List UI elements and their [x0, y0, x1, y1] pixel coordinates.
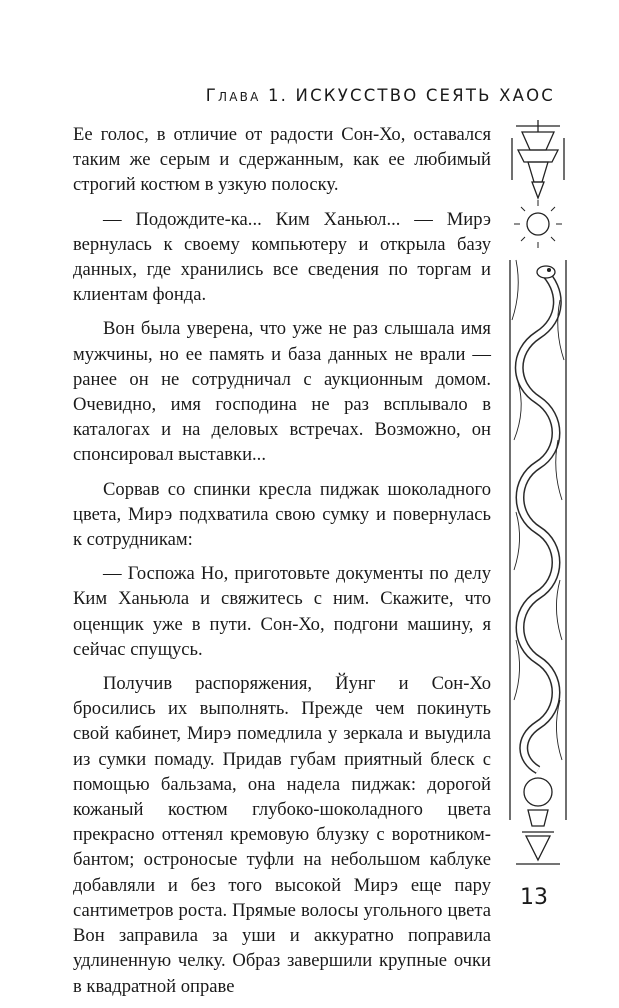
page-number: 13	[520, 885, 548, 910]
paragraph: — Подождите-ка... Ким Ханьюл... — Мирэ вернулась к своему компьютеру и открыла базу данных, где хранились все сведения по торгам и клиентам фонда.	[73, 208, 491, 306]
body-text	[73, 122, 491, 1008]
paragraph: Сорвав со спинки кресла пиджак шоколадного цвета, Мирэ подхватила свою сумку и повернулась к сотрудникам:	[73, 478, 491, 551]
paragraph: — Госпожа Но, приготовьте документы по делу Ким Ханьюла и свяжитесь с ним. Скажите, что оценщик уже в пути. Сон-Хо, подгони машину, я сейчас спущусь.	[73, 563, 491, 660]
paragraph: Получив распоряжения, Йунг и Сон-Хо бросились их выполнять. Прежде чем покинуть свой кабинет, Мирэ помедлила у зеркала и выудила из сумки помаду. Придав губам приятный блеск с помощью бальзама, она надела пиджак: дорогой кожаный костюм глубоко-шоколадного цвета прекрасно оттенял кремовую блузку с воротником-бантом; остроносые туфли на небольшом каблуке добавляли и без того высокой Мирэ еще пару сантиметров роста. Прямые волосы угольного цвета Вон заправила за уши и аккуратно поправила удлиненную челку. Образ завершили крупные очки в квадратной оправе	[73, 673, 491, 997]
running-header: Глава 1. ИСКУССТВО СЕЯТЬ ХАОС	[205, 86, 555, 105]
serpent-ornament-icon	[502, 120, 574, 870]
paragraph: Вон была уверена, что уже не раз слышала имя мужчины, но ее память и база данных не врали — ранее он не сотрудничал с аукционным домом. Очевидно, имя господина не раз всплывало в каталогах и на деловых встречах. Возможно, он спонсировал выставки...	[73, 318, 491, 466]
paragraph: Ее голос, в отличие от радости Сон-Хо, оставался таким же серым и сдержанным, как ее любимый строгий костюм в узкую полоску.	[73, 124, 491, 196]
